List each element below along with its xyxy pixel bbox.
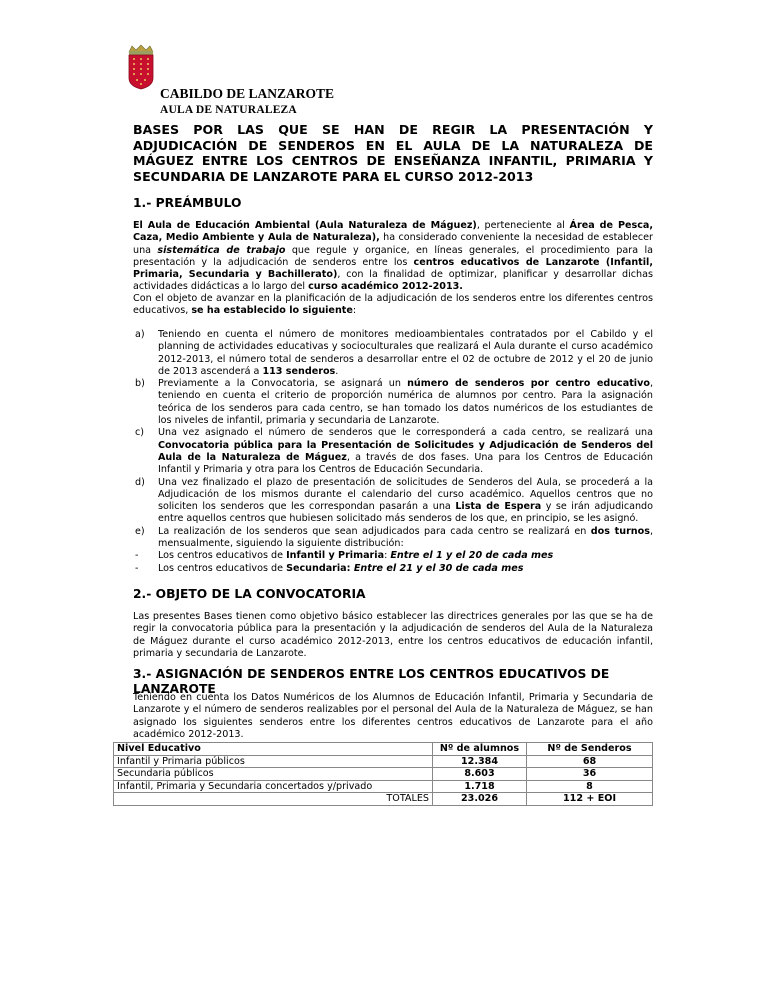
totals-label: TOTALES (114, 793, 433, 806)
document-body (117, 122, 654, 804)
section-2-heading: 2.- OBJETO DE LA CONVOCATORIA (133, 587, 366, 601)
list-marker: - (135, 562, 139, 574)
table-cell: 68 (527, 755, 653, 768)
org-header (160, 85, 334, 119)
section-1-paragraph-2: Con el objeto de avanzar en la planificación de la adjudicación de los senderos entre los diferentes centros educativos, se ha establecido lo siguiente: (133, 293, 653, 317)
senderos-allocation-table (113, 742, 653, 806)
table-header-row (114, 743, 653, 756)
totals-cell: 112 + EOI (527, 793, 653, 806)
title-line-1: BASES POR LAS QUE SE HAN DE REGIR LA PRESENTACIÓN Y (133, 122, 653, 137)
section-1-heading: 1.- PREÁMBULO (133, 196, 242, 210)
list-item-text: Los centros educativos de Secundaria: Entre el 21 y el 30 de cada mes (158, 562, 524, 574)
list-item (133, 329, 653, 378)
list-marker: c) (135, 427, 145, 439)
list-item (133, 526, 653, 551)
section-2-paragraph: Las presentes Bases tienen como objetivo básico establecer las directrices generales por las que se ha de regir la convocatoria pública para la presentación y la adjudicación de senderos del Aula de la Naturaleza de Máguez durante el curso académico 2012-2013, entre los centros educativos de educación infantil, primaria y secundaria de Lanzarote. (133, 611, 653, 659)
org-unit: AULA DE NATURALEZA (160, 104, 297, 116)
list-item (133, 550, 653, 562)
table-cell: Infantil y Primaria públicos (114, 755, 433, 768)
list-item-text: Previamente a la Convocatoria, se asignará un número de senderos por centro educativo, teniendo en cuenta el criterio de proporción numérica de alumnos por centro. Para la asignación teórica de los senderos para cada centro, se han tomado los datos numéricos de los estudiantes de los niveles de infantil, primaria y secundaria de Lanzarote. (158, 378, 653, 427)
table-cell: 8.603 (433, 768, 527, 781)
table-row (114, 768, 653, 781)
list-item-text: Una vez finalizado el plazo de presentación de solicitudes de Senderos del Aula, se procederá a la Adjudicación de los mismos durante el calendario del curso académico. Aquellos centros que no soliciten los senderos que les correspondan pasarán a una Lista de Espera y se irán adjudicando entre aquellos centros que hubiesen solicitado más senderos de los que, en principio, se les asignó. (158, 476, 654, 525)
list-item (133, 427, 653, 476)
section-3-paragraph: Teniendo en cuenta los Datos Numéricos de los Alumnos de Educación Infantil, Primaria y Secundaria de Lanzarote y el número de senderos realizables por el personal del Aula de la Naturaleza de Máguez, se han asignado los siguientes senderos entre los diferentes centros educativos de Lanzarote para el año académico 2012-2013. (133, 692, 653, 740)
section-1-paragraph-1: El Aula de Educación Ambiental (Aula Naturaleza de Máguez), perteneciente al Área de Pesca, Caza, Medio Ambiente y Aula de Naturaleza), ha considerado conveniente la necesidad de establecer una sistemática de trabajo que regule y organice, en líneas generales, el procedimiento para la presentación y la adjudicación de senderos entre los centros educativos de Lanzarote (Infantil, Primaria, Secundaria y Bachillerato), con la finalidad de optimizar, planificar y desarrollar dichas actividades didácticas a lo largo del curso académico 2012-2013. (133, 220, 654, 293)
list-item (133, 378, 653, 427)
list-marker: - (135, 550, 139, 562)
list-marker: a) (135, 329, 145, 340)
table-row (114, 780, 653, 793)
list-marker: b) (135, 378, 145, 390)
table-cell: Infantil, Primaria y Secundaria concertados y/privado (114, 780, 433, 793)
title-rest: ADJUDICACIÓN DE SENDEROS EN EL AULA DE LA NATURALEZA DE MÁGUEZ ENTRE LOS CENTROS DE ENSEÑANZA INFANTIL, PRIMARIA Y SECUNDARIA DE LANZAROTE PARA EL CURSO 2012-2013 (133, 137, 653, 184)
section-1-list (133, 329, 653, 575)
list-item-text: Los centros educativos de Infantil y Primaria: Entre el 1 y el 20 de cada mes (158, 550, 554, 562)
table-cell: 36 (527, 768, 653, 781)
list-marker: e) (135, 525, 145, 537)
table-cell: 12.384 (433, 755, 527, 768)
header-cell: Nº de alumnos (433, 743, 527, 756)
header-cell: Nivel Educativo (114, 743, 433, 756)
header-cell: Nº de Senderos (527, 743, 653, 756)
org-name: CABILDO DE LANZAROTE (160, 86, 335, 101)
document-title (133, 122, 653, 184)
list-item-text: La realización de los senderos que sean adjudicados para cada centro se realizará en dos turnos, mensualmente, siguiendo la siguiente distribución: (158, 525, 653, 550)
list-marker: d) (135, 476, 145, 488)
list-item-text: Teniendo en cuenta el número de monitores medioambientales contratados por el Cabildo y el planning de actividades educativas y socioculturales que realizará el Aula durante el curso académico 2012-2013, el número total de senderos a desarrollar entre el 02 de octubre de 2012 y el 20 de junio de 2013 ascenderá a 113 senderos. (158, 329, 653, 377)
table-totals-row (114, 793, 653, 806)
totals-cell: 23.026 (433, 793, 527, 806)
table-row (114, 755, 653, 768)
table-cell: 8 (527, 780, 653, 793)
table-cell: Secundaria públicos (114, 768, 433, 781)
list-item (133, 563, 653, 575)
coat-of-arms-icon (124, 44, 158, 90)
section-3-heading: 3.- ASIGNACIÓN DE SENDEROS ENTRE LOS CENTROS EDUCATIVOS DE LANZAROTE (133, 667, 610, 696)
list-item-text: Una vez asignado el número de senderos que le corresponderá a cada centro, se realizará una Convocatoria pública para la Presentación de Solicitudes y Adjudicación de Senderos del Aula de la Naturaleza de Máguez, a través de dos fases. Una para los Centros de Educación Infantil y Primaria y otra para los Centros de Educación Secundaria. (158, 427, 654, 476)
list-item (133, 477, 653, 526)
table-cell: 1.718 (433, 780, 527, 793)
